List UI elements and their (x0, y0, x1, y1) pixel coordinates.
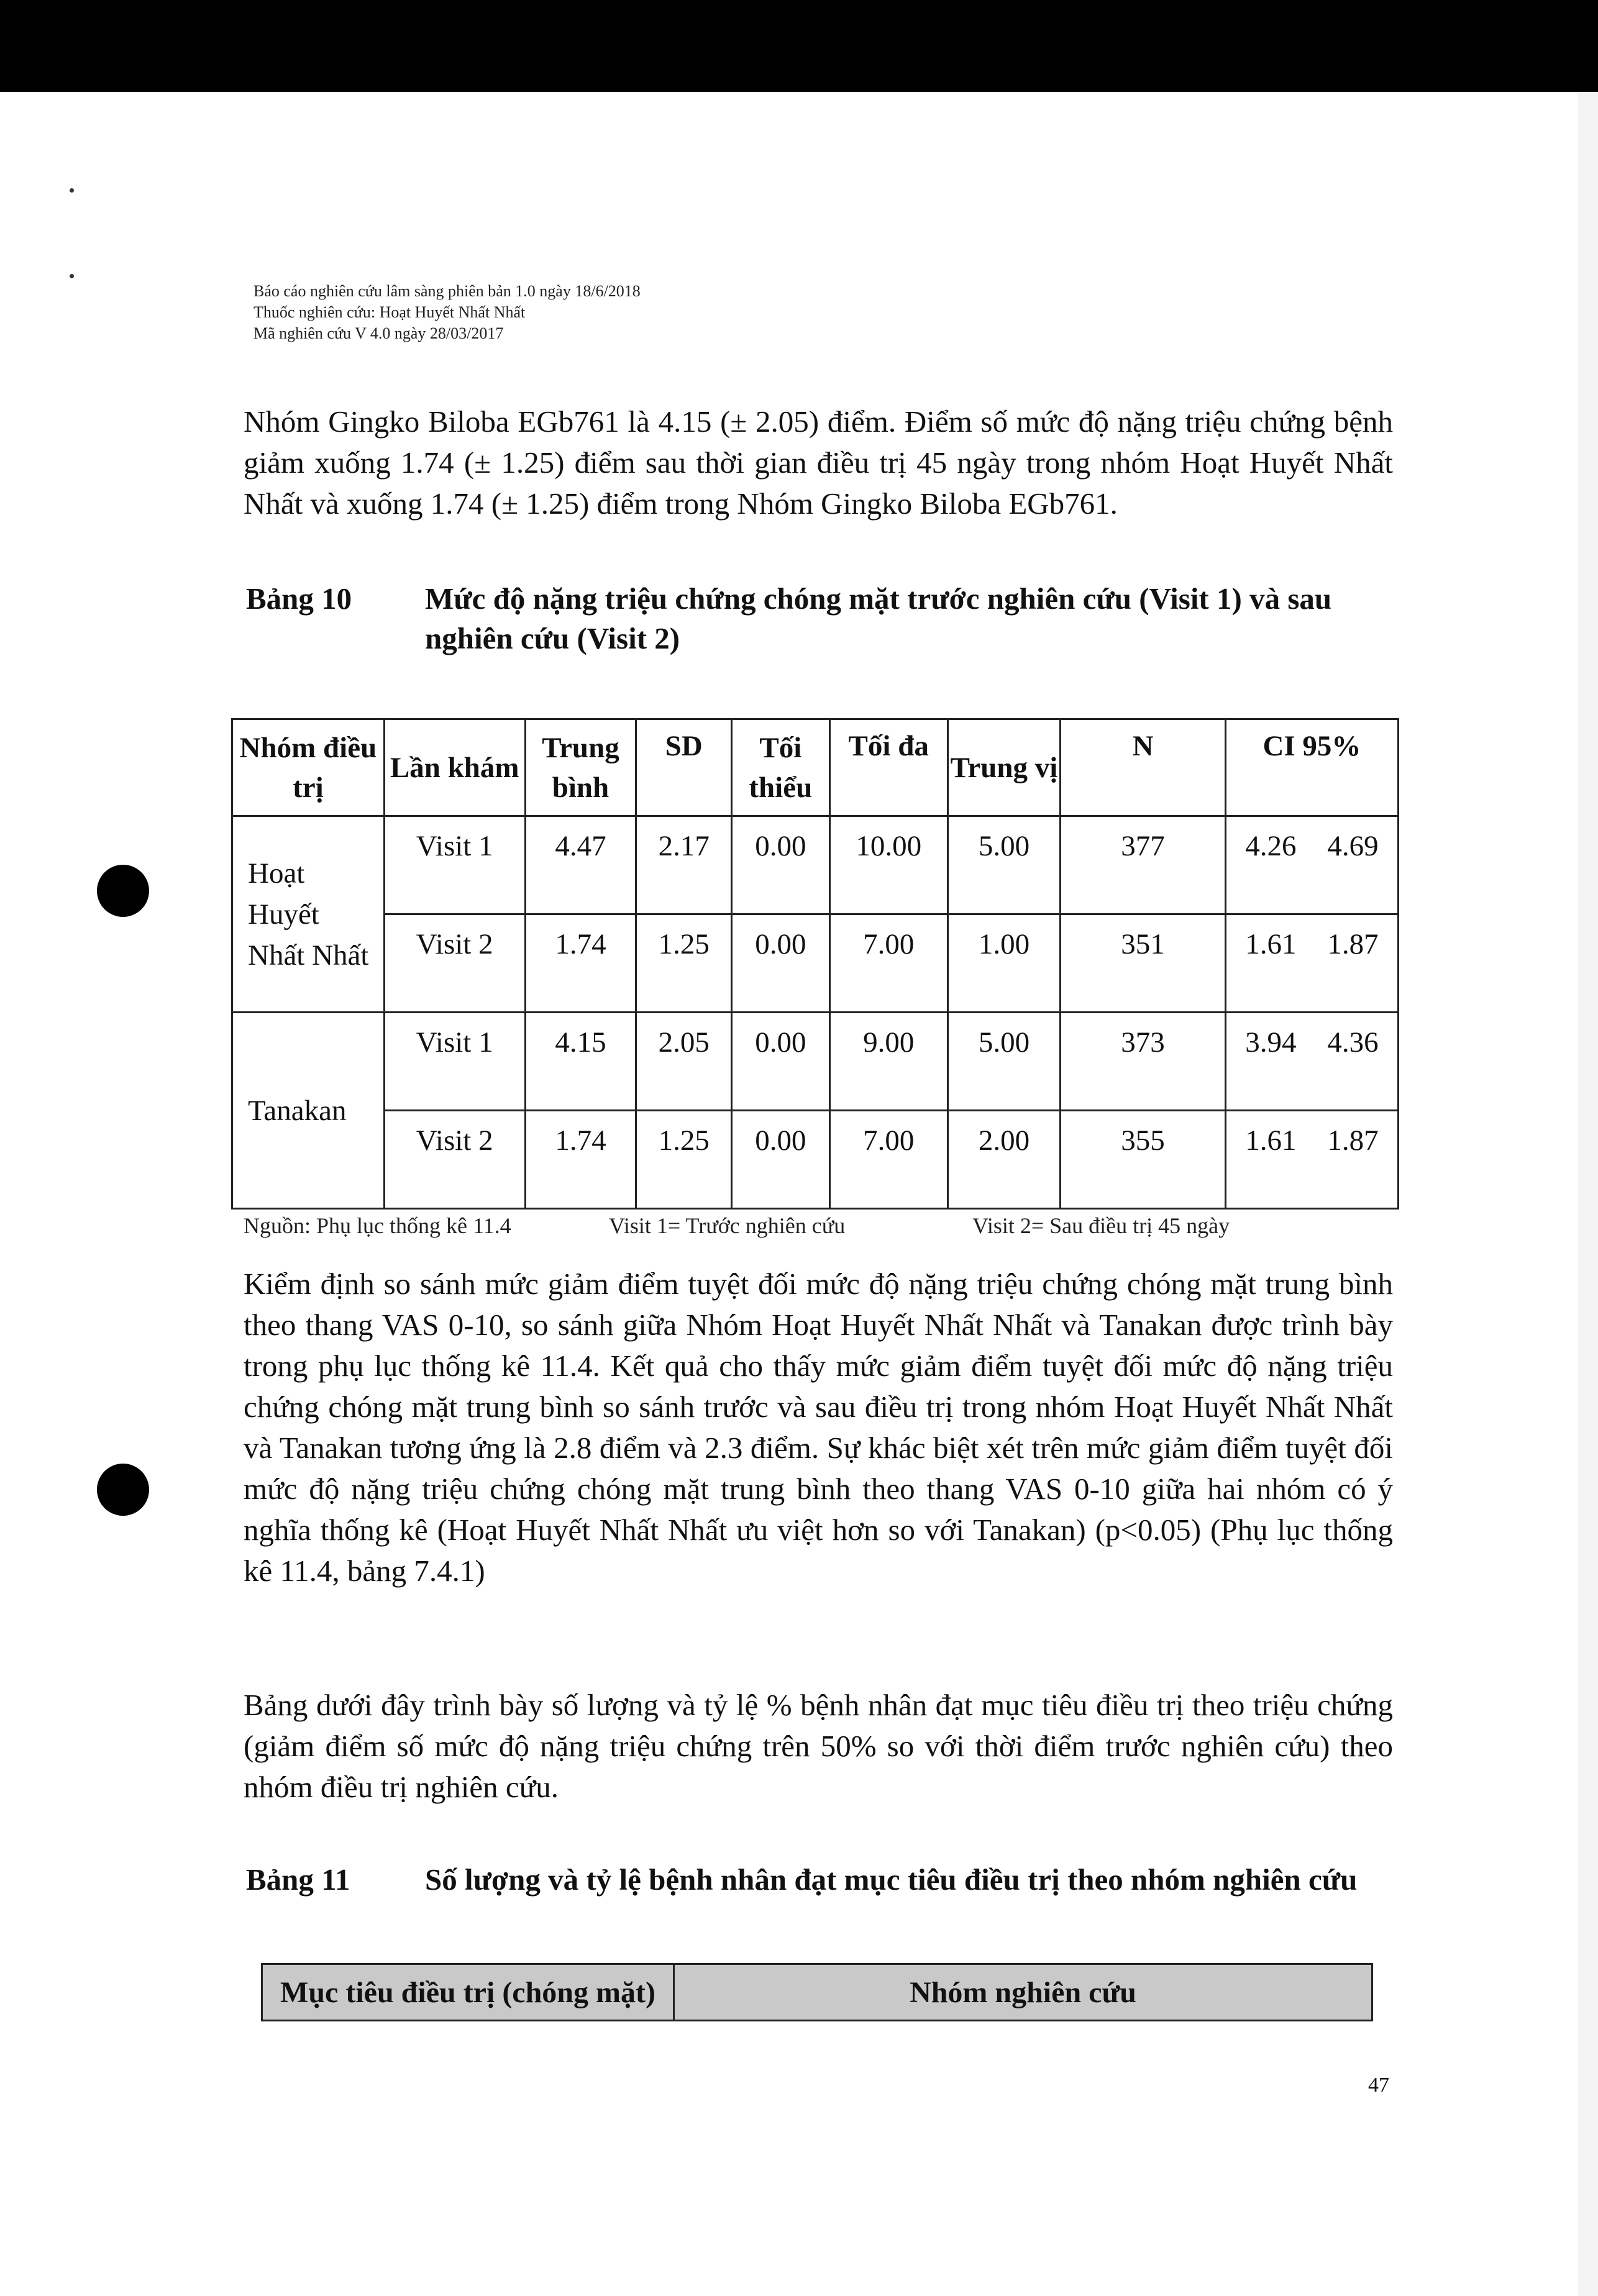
page-number: 47 (1368, 2074, 1389, 2097)
cell-n: 355 (1061, 1111, 1226, 1209)
table-row (232, 1013, 1399, 1111)
group-name: Hoạt Huyết Nhất Nhất (232, 816, 385, 1013)
ci-low: 1.61 (1245, 1124, 1297, 1157)
ci-low: 3.94 (1245, 1026, 1297, 1059)
cell-median: 5.00 (947, 816, 1060, 914)
header-target: Mục tiêu điều trị (chóng mặt) (262, 1964, 674, 2021)
cell-max: 7.00 (829, 914, 947, 1013)
header-study-group: Nhóm nghiên cứu (674, 1964, 1372, 2021)
punch-hole-bottom (97, 1464, 149, 1516)
table10-source-note: Nguồn: Phụ lục thống kê 11.4 (244, 1213, 511, 1238)
cell-sd: 1.25 (636, 1111, 732, 1209)
analysis-paragraph: Kiểm định so sánh mức giảm điểm tuyệt đối mức độ nặng triệu chứng chóng mặt trung bình theo thang VAS 0-10, so sánh giữa Nhóm Hoạt Huyết Nhất Nhất và Tanakan được trình bày trong phụ lục thống kê 11.4. Kết quả cho thấy mức giảm điểm tuyệt đối mức độ nặng triệu chứng chóng mặt trung bình so sánh trước và sau điều trị trong nhóm Hoạt Huyết Nhất Nhất và Tanakan tương ứng là 2.8 điểm và 2.3 điểm. Sự khác biệt xét trên mức giảm điểm tuyệt đối mức độ nặng triệu chứng chóng mặt trung bình theo thang VAS 0-10 giữa hai nhóm có ý nghĩa thống kê (Hoạt Huyết Nhất Nhất ưu việt hơn so với Tanakan) (p<0.05) (Phụ lục thống kê 11.4, bảng 7.4.1) (244, 1267, 1393, 1588)
header-ci: CI 95% (1225, 719, 1398, 816)
table10-header-row (232, 719, 1399, 816)
ci-high: 4.69 (1327, 830, 1379, 862)
cell-min: 0.00 (732, 816, 830, 914)
intro-paragraph: Nhóm Gingko Biloba EGb761 là 4.15 (± 2.05) điểm. Điểm số mức độ nặng triệu chứng bệnh giảm xuống 1.74 (± 1.25) điểm sau thời gian điều trị 45 ngày trong nhóm Hoạt Huyết Nhất Nhất và xuống 1.74 (± 1.25) điểm trong Nhóm Gingko Biloba EGb761. (244, 404, 1393, 521)
cell-mean: 4.47 (525, 816, 636, 914)
cell-sd: 1.25 (636, 914, 732, 1013)
cell-ci (1225, 1013, 1398, 1111)
table10-visit2-note: Visit 2= Sau điều trị 45 ngày (972, 1213, 1230, 1238)
table-row (232, 816, 1399, 914)
table-row (232, 914, 1399, 1013)
header-median: Trung vị (947, 719, 1060, 816)
ci-high: 1.87 (1327, 1124, 1379, 1157)
table11-header-row (262, 1964, 1372, 2021)
header-n: N (1061, 719, 1226, 816)
table10-title: Mức độ nặng triệu chứng chóng mặt trước nghiên cứu (Visit 1) và sau nghiên cứu (Visit 2) (425, 581, 1332, 655)
cell-n: 373 (1061, 1013, 1226, 1111)
cell-min: 0.00 (732, 914, 830, 1013)
ci-low: 1.61 (1245, 928, 1297, 960)
header-visit: Lần khám (384, 719, 525, 816)
cell-mean: 1.74 (525, 914, 636, 1013)
cell-visit: Visit 2 (384, 914, 525, 1013)
cell-mean: 1.74 (525, 1111, 636, 1209)
table11-intro-paragraph: Bảng dưới đây trình bày số lượng và tỷ lệ % bệnh nhân đạt mục tiêu điều trị theo triệu chứng (giảm điểm số mức độ nặng triệu chứng trên 50% so với thời điểm trước nghiên cứu) theo nhóm điều trị nghiên cứu. (244, 1688, 1393, 1804)
report-header (253, 281, 641, 344)
table10 (231, 718, 1399, 1210)
cell-median: 5.00 (947, 1013, 1060, 1111)
cell-n: 351 (1061, 914, 1226, 1013)
cell-median: 2.00 (947, 1111, 1060, 1209)
cell-mean: 4.15 (525, 1013, 636, 1111)
table10-label: Bảng 10 (246, 581, 352, 616)
header-line-1: Báo cáo nghiên cứu lâm sàng phiên bản 1.0 ngày 18/6/2018 (253, 282, 641, 300)
table10-visit1-note: Visit 1= Trước nghiên cứu (609, 1213, 846, 1238)
cell-median: 1.00 (947, 914, 1060, 1013)
header-mean: Trung bình (525, 719, 636, 816)
cell-min: 0.00 (732, 1013, 830, 1111)
cell-sd: 2.17 (636, 816, 732, 914)
table11 (261, 1963, 1373, 2021)
ci-high: 4.36 (1327, 1026, 1379, 1059)
cell-sd: 2.05 (636, 1013, 732, 1111)
cell-ci (1225, 914, 1398, 1013)
cell-visit: Visit 1 (384, 816, 525, 914)
group-name: Tanakan (232, 1013, 385, 1209)
cell-ci (1225, 1111, 1398, 1209)
scan-speck (70, 188, 74, 193)
header-line-2: Thuốc nghiên cứu: Hoạt Huyết Nhất Nhất (253, 303, 526, 321)
punch-hole-top (97, 865, 149, 917)
cell-max: 10.00 (829, 816, 947, 914)
table-row (232, 1111, 1399, 1209)
header-group: Nhóm điều trị (232, 719, 385, 816)
header-min: Tối thiểu (732, 719, 830, 816)
scan-edge-strip (1578, 92, 1598, 2296)
cell-visit: Visit 1 (384, 1013, 525, 1111)
table11-label: Bảng 11 (246, 1862, 350, 1897)
header-sd: SD (636, 719, 732, 816)
cell-n: 377 (1061, 816, 1226, 914)
cell-min: 0.00 (732, 1111, 830, 1209)
scan-speck (70, 274, 74, 278)
ci-low: 4.26 (1245, 830, 1297, 862)
cell-visit: Visit 2 (384, 1111, 525, 1209)
cell-max: 9.00 (829, 1013, 947, 1111)
table11-title: Số lượng và tỷ lệ bệnh nhân đạt mục tiêu điều trị theo nhóm nghiên cứu (425, 1862, 1358, 1897)
cell-ci (1225, 816, 1398, 914)
ci-high: 1.87 (1327, 928, 1379, 960)
header-max: Tối đa (829, 719, 947, 816)
header-line-3: Mã nghiên cứu V 4.0 ngày 28/03/2017 (253, 324, 504, 342)
cell-max: 7.00 (829, 1111, 947, 1209)
